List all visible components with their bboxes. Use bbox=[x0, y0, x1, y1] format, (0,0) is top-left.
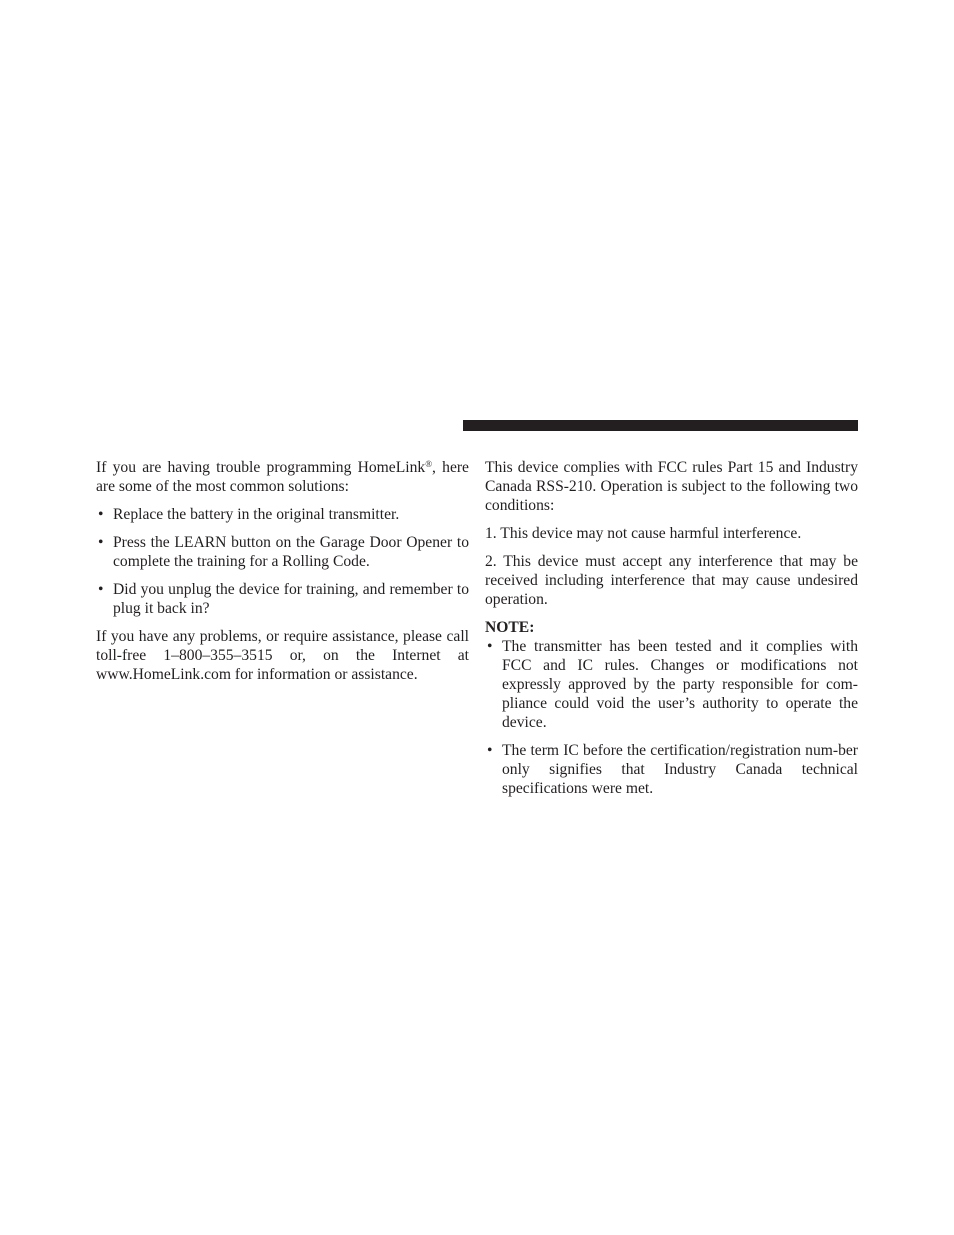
list-item: • The transmitter has been tested and it complies with FCC and IC rules. Changes or modifications not expressly approved by the party responsible for com-pliance could void the user’s authority to operate the device. bbox=[487, 638, 858, 731]
list-item: • The term IC before the certification/registration num-ber only signifies that Industry Canada technical specifications were met. bbox=[487, 742, 858, 797]
registered-mark: ® bbox=[425, 459, 433, 469]
bullet-icon: • bbox=[98, 534, 104, 551]
bullet-icon: • bbox=[487, 742, 493, 759]
assistance-paragraph: If you have any problems, or require assistance, please call toll-free 1–800–355–3515 or, on the Internet at www.HomeLink.com for information or assistance. bbox=[96, 628, 469, 683]
compliance-paragraph: This device complies with FCC rules Part 15 and Industry Canada RSS-210. Operation is subject to the following two conditions: bbox=[485, 459, 858, 514]
bullet-icon: • bbox=[98, 581, 104, 598]
list-item: • Did you unplug the device for training, and remember to plug it back in? bbox=[98, 581, 469, 617]
list-item: • Replace the battery in the original transmitter. bbox=[98, 506, 400, 523]
left-column bbox=[96, 458, 469, 684]
note-label: NOTE: bbox=[485, 619, 535, 636]
intro-paragraph: If you are having trouble programming HomeLink®, here are some of the most common solutions: bbox=[96, 459, 469, 495]
condition-2: 2. This device must accept any interference that may be received including interference that may cause undesired operation. bbox=[485, 553, 858, 608]
bullet-icon: • bbox=[98, 506, 104, 523]
condition-1: 1. This device may not cause harmful interference. bbox=[485, 525, 802, 542]
bullet-icon: • bbox=[487, 638, 493, 655]
right-column bbox=[485, 458, 858, 807]
section-header-bar bbox=[463, 420, 858, 431]
list-item: • Press the LEARN button on the Garage Door Opener to complete the training for a Rolling Code. bbox=[98, 534, 469, 570]
